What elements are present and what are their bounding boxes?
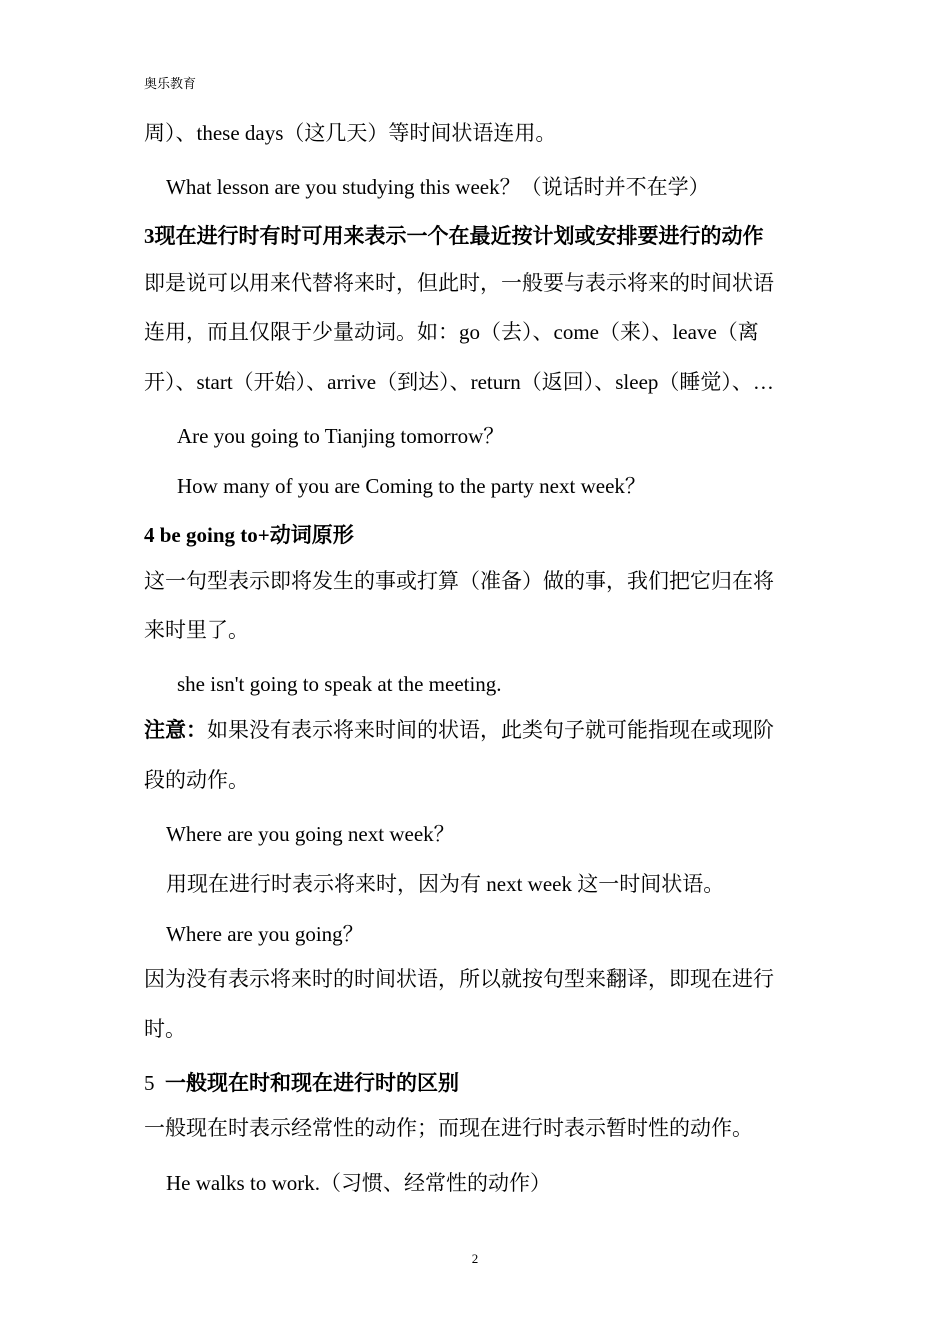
text-line: 这一句型表示即将发生的事或打算（准备）做的事，我们把它归在将 xyxy=(144,569,774,593)
example-sentence: He walks to work.（习惯、经常性的动作） xyxy=(166,1171,551,1195)
note-line xyxy=(144,716,774,744)
section-heading-4: 4 be going to+动词原形 xyxy=(144,523,354,547)
text-line: 连用，而且仅限于少量动词。如：go（去）、come（来）、leave（离 xyxy=(144,320,759,344)
text-line: 用现在进行时表示将来时，因为有 next week 这一时间状语。 xyxy=(166,872,725,896)
text-line: 来时里了。 xyxy=(144,618,249,642)
example-sentence: she isn't going to speak at the meeting. xyxy=(177,672,502,696)
example-sentence: Where are you going？ xyxy=(166,922,364,946)
text-line: 即是说可以用来代替将来时，但此时，一般要与表示将来的时间状语 xyxy=(144,271,774,295)
text-line: 时。 xyxy=(144,1017,186,1041)
note-text: 如果没有表示将来时间的状语，此类句子就可能指现在或现阶 xyxy=(207,718,774,742)
text-line: 周）、these days（这几天）等时间状语连用。 xyxy=(144,121,557,145)
text-line: 开）、start（开始）、arrive（到达）、return（返回）、sleep（睡觉）、… xyxy=(144,370,774,394)
text-line: 因为没有表示将来时的时间状语，所以就按句型来翻译，即现在进行 xyxy=(144,967,774,991)
section-number: 5 xyxy=(144,1071,155,1095)
header-brand: 奥乐教育 xyxy=(144,77,197,92)
example-sentence: What lesson are you studying this week？（说话时并不在学） xyxy=(166,175,710,199)
section-title: 一般现在时和现在进行时的区别 xyxy=(165,1071,459,1095)
example-sentence: Are you going to Tianjing tomorrow？ xyxy=(177,424,505,448)
page-number: 2 xyxy=(471,1251,479,1266)
section-heading-5 xyxy=(144,1069,459,1097)
example-sentence: Where are you going next week？ xyxy=(166,822,455,846)
example-sentence: How many of you are Coming to the party next week？ xyxy=(177,474,646,498)
text-line: 一般现在时表示经常性的动作；而现在进行时表示暂时性的动作。 xyxy=(144,1116,753,1140)
text-line: 段的动作。 xyxy=(144,768,249,792)
note-label: 注意： xyxy=(144,718,207,742)
section-heading-3: 3现在进行时有时可用来表示一个在最近按计划或安排要进行的动作 xyxy=(144,224,764,248)
